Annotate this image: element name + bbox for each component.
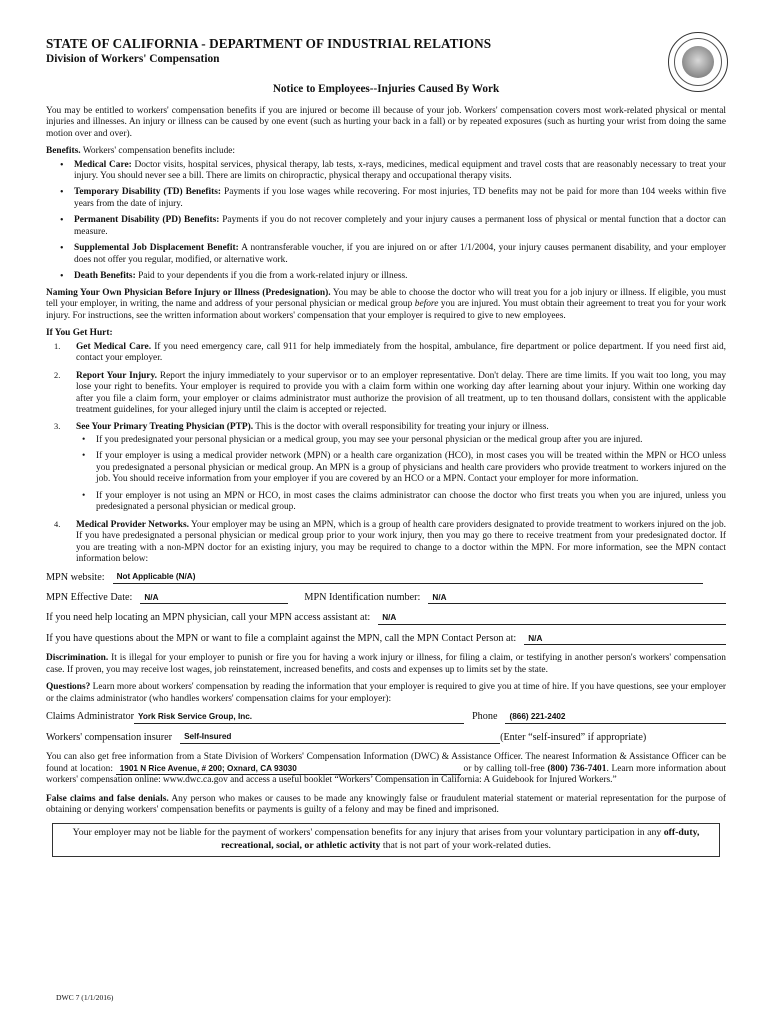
phone-label: Phone (472, 711, 498, 723)
if-hurt-heading: If You Get Hurt: (46, 328, 113, 339)
benefits-section (46, 146, 726, 283)
list-item: 1. Get Medical Care. If you need emergency care, call 911 for help immediately from the hospital, ambulance, fire department or police department. If you need first aid, contact your employer. (54, 341, 727, 364)
benefits-list (46, 160, 726, 283)
list-item: • If your employer is using a medical provider network (MPN) or a health care organization (HCO), in most cases you will be treated within the MPN or HCO unless you predesignated a personal physician or medical group. An MPN is a group of physicians and health care providers who provide treatment to workers injured on the job. You should receive information from your employer if you are covered by an HCO or a MPN. Contact your employer for more information. (76, 451, 726, 485)
phone-field[interactable]: (866) 221-2402 (505, 712, 726, 724)
list-item: • Permanent Disability (PD) Benefits: Payments if you do not recover completely and your injury causes a permanent loss of physical or mental function that a doctor can measure. (46, 215, 726, 238)
mpn-id-field[interactable]: N/A (428, 593, 726, 605)
list-item: • Supplemental Job Displacement Benefit: A nontransferable voucher, if you are injured on or after 1/1/2004, your injury causes permanent disability, and your employer does not offer you regular, modified, or alternative work. (46, 243, 726, 266)
mpn-access-label: If you need help locating an MPN physician, call your MPN access assistant at: (46, 612, 371, 624)
claims-admin-label: Claims Administrator (46, 711, 135, 723)
division-heading: Division of Workers' Compensation (46, 53, 220, 66)
benefits-label: Benefits. (46, 146, 81, 157)
insurer-field[interactable]: Self-Insured (180, 732, 500, 744)
state-seal-icon (668, 32, 728, 92)
mpn-access-row (46, 612, 726, 624)
insurer-row (46, 732, 726, 744)
mpn-website-row (46, 572, 726, 584)
ptp-bullet-list (76, 435, 726, 514)
questions-paragraph: Questions? Learn more about workers' compensation by reading the information that your employer is required to give you at time of hire. If you have questions, see your employer or the claims administrator (who handles workers' compensation claims for your employer): (46, 682, 726, 704)
if-you-get-hurt-section (46, 328, 726, 565)
mpn-website-field[interactable]: Not Applicable (N/A) (113, 572, 703, 584)
list-item: • Medical Care: Doctor visits, hospital services, physical therapy, lab tests, x-rays, medicines, medical equipment and travel costs that are reasonably necessary to treat your injury. You should never see a bill. There are limits on chiropractic, physical therapy and occupational therapy visits. (46, 160, 726, 183)
steps-list (46, 342, 726, 566)
mpn-effective-date-label: MPN Effective Date: (46, 592, 133, 604)
list-item: • Death Benefits: Paid to your dependents if you die from a work-related injury or illness. (46, 271, 726, 282)
predesignation-paragraph: Naming Your Own Physician Before Injury or Illness (Predesignation). You may be able to choose the doctor who will treat you for a job injury or illness. If eligible, you must tell your employer, in writing, the name and address of your personal physician or medical group before you are injured. You must obtain their agreement to treat you for your work injury. For instructions, see the written information about workers' compensation that your employer is required to give to new employees. (46, 287, 727, 321)
list-item: • If you predesignated your personal physician or a medical group, you may see your personal physician or the medical group after you are injured. (76, 435, 726, 446)
list-item: 2. Report Your Injury. Report the injury immediately to your supervisor or to an employer representative. Don't delay. There are time limits. If you wait too long, you may lose your right to benefits. Your employer is required to provide you with a claim form within one working day after learning about your injury. Within one working day after you file a claim form, your employer or claims administrator must authorize the provision of all treatment, up to ten thousand dollars, consistent with the applicable treatment guidelines, for your alleged injury until the claim is accepted or rejected. (54, 370, 727, 415)
false-claims-paragraph: False claims and false denials. Any person who makes or causes to be made any knowingly false or fraudulent material statement or material representation for the purpose of obtaining or denying workers' compensation benefits or payments is guilty of a felony and may be fined and imprisoned. (46, 793, 727, 816)
claims-admin-row (46, 711, 726, 723)
insurer-note: (Enter “self-insured” if appropriate) (500, 731, 647, 743)
document-title: Notice to Employees--Injuries Caused By Work (272, 83, 500, 95)
list-item: 4. Medical Provider Networks. Your employer may be using an MPN, which is a group of health care providers designated to provide treatment to workers injured on the job. If you have predesignated a personal physician or medical group prior to your work injury, then you may go there to receive treatment from your predesignated doctor. If you are treating with a non-MPN doctor for an existing injury, you may be required to change to a doctor within the MPN. For more information, see the MPN contact information below: (54, 519, 726, 565)
dwc-paragraph: You can also get free information from a State Division of Workers' Compensation Information (DWC) & Assistance Officer. The nearest Information & Assistance Officer can be found at location: 1901 N Rice Avenue, # 200; Oxnard, CA 93030 or by calling toll-free (800) 736-7401. Learn more information about workers' compensation online: www.dwc.ca.gov and access a useful booklet “Workers’ Compensation in California: A Guidebook for Injured Workers.” (46, 752, 727, 786)
intro-paragraph: You may be entitled to workers' compensation benefits if you are injured or become ill because of your job. Workers' compensation covers most work-related physical or mental injuries and illnesses. An injury or illness can be caused by one event (such as hurting your back in a fall) or by repeated exposures (such as hurting your wrist from doing the same motion over and over). (46, 105, 726, 139)
claims-admin-field[interactable]: York Risk Service Group, Inc. (134, 712, 464, 724)
insurer-label: Workers' compensation insurer (46, 731, 173, 743)
mpn-access-field[interactable]: N/A (378, 613, 726, 625)
mpn-date-row (46, 592, 726, 604)
mpn-contact-label: If you have questions about the MPN or want to file a complaint against the MPN, call the MPN Contact Person at: (46, 632, 517, 644)
agency-heading: STATE OF CALIFORNIA - DEPARTMENT OF INDUSTRIAL RELATIONS (46, 36, 492, 51)
list-item: 3. See Your Primary Treating Physician (PTP). This is the doctor with overall responsibility for treating your injury or illness. • If you predesignated your personal physician or a medical group, you may see your personal physician or the medical group after you are injured. • If your employer is using a medical provider network (MPN) or a health care organization (HCO), in most cases you will be treated within the MPN or HCO unless you predesignated a personal physician or medical group. An MPN is a group of physicians and health care providers who provide treatment to workers injured on the job. You should receive information from your employer if you are covered by an HCO or a MPN. Contact your employer for more information. • If your employer is not using an MPN or HCO, in most cases the claims administrator can choose the doctor who first treats you when you are injured, unless you predesignated a personal physician or medical group. (46, 422, 726, 513)
liability-notice-box: Your employer may not be liable for the payment of workers' compensation benefits for any injury that arises from your voluntary participation in any off-duty, recreational, social, or athletic activity that is not part of your work-related duties. (52, 823, 720, 857)
mpn-effective-date-field[interactable]: N/A (140, 593, 288, 605)
list-item: • Temporary Disability (TD) Benefits: Payments if you lose wages while recovering. For most injuries, TD benefits may not be paid for more than 104 weeks within five years from the date of injury. (46, 187, 726, 210)
mpn-contact-field[interactable]: N/A (524, 634, 726, 646)
form-number: DWC 7 (1/1/2016) (56, 993, 114, 1002)
mpn-contact-row (46, 633, 726, 645)
discrimination-paragraph: Discrimination. It is illegal for your employer to punish or fire you for having a work injury or illness, for filing a claim, or testifying in another person's workers' compensation case. If proven, you may receive lost wages, job reinstatement, increased benefits, and costs and expenses up to limits set by the state. (46, 653, 726, 675)
dwc-location-field[interactable]: 1901 N Rice Avenue, # 200; Oxnard, CA 93030 (116, 764, 461, 776)
list-item: • If your employer is not using an MPN or HCO, in most cases the claims administrator can choose the doctor who first treats you when you are injured, unless you predesignated a personal physician or medical group. (76, 491, 726, 514)
mpn-website-label: MPN website: (46, 571, 105, 583)
mpn-id-label: MPN Identification number: (304, 592, 421, 604)
benefits-text: Workers' compensation benefits include: (82, 146, 236, 157)
